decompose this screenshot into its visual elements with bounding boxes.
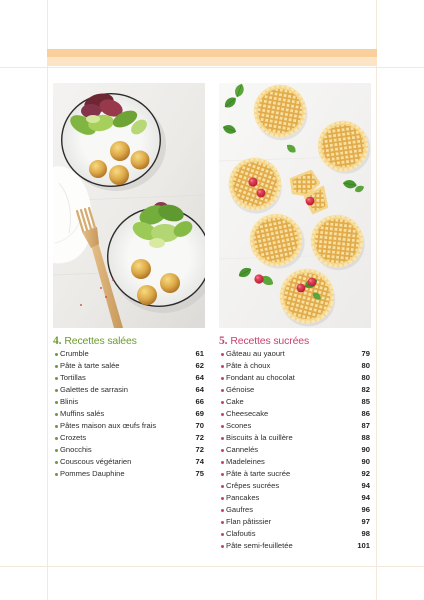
bullet-icon <box>55 425 58 428</box>
entry-title: Pommes Dauphine <box>60 469 125 478</box>
entry-title: Crêpes sucrées <box>226 481 280 490</box>
waffles-photo <box>219 83 371 328</box>
entry-page-number: 72 <box>195 433 204 442</box>
bullet-icon <box>55 401 58 404</box>
toc-entry <box>53 468 205 480</box>
toc-list <box>53 348 205 480</box>
bullet-icon <box>55 377 58 380</box>
entry-title: Cake <box>226 397 244 406</box>
entry-title: Cheesecake <box>226 409 269 418</box>
bullet-icon <box>221 497 224 500</box>
section-heading <box>53 335 205 348</box>
entry-title: Madeleines <box>226 457 265 466</box>
bullet-icon <box>55 437 58 440</box>
toc-entry <box>219 444 371 456</box>
toc-entry <box>219 420 371 432</box>
bullet-icon <box>55 473 58 476</box>
entry-page-number: 66 <box>195 397 204 406</box>
entry-title: Crozets <box>60 433 87 442</box>
toc-entry <box>219 396 371 408</box>
bullet-icon <box>221 449 224 452</box>
entry-page-number: 82 <box>361 385 370 394</box>
toc-list <box>219 348 371 552</box>
entry-title: Gaufres <box>226 505 254 514</box>
entry-title: Cannelés <box>226 445 259 454</box>
entry-title: Pâte semi-feuilletée <box>226 541 293 550</box>
entry-title: Flan pâtissier <box>226 517 272 526</box>
section-number: 5. <box>219 335 228 347</box>
entry-page-number: 80 <box>361 373 370 382</box>
entry-page-number: 79 <box>361 349 370 358</box>
toc-entry <box>219 372 371 384</box>
toc-entry <box>219 540 371 552</box>
entry-title: Clafoutis <box>226 529 256 538</box>
toc-entry <box>219 456 371 468</box>
entry-page-number: 86 <box>361 409 370 418</box>
entry-title: Pâte à tarte salée <box>60 361 120 370</box>
bullet-icon <box>221 545 224 548</box>
section-number: 4. <box>53 335 62 347</box>
entry-page-number: 61 <box>195 349 204 358</box>
entry-title: Pancakes <box>226 493 260 502</box>
bullet-icon <box>221 521 224 524</box>
entry-title: Muffins salés <box>60 409 105 418</box>
entry-title: Gâteau au yaourt <box>226 349 285 358</box>
savory-dishes-photo <box>53 83 205 328</box>
entry-page-number: 72 <box>195 445 204 454</box>
bullet-icon <box>55 389 58 392</box>
header-band-bottom <box>47 57 377 66</box>
toc-entry <box>53 372 205 384</box>
entry-title: Fondant au chocolat <box>226 373 295 382</box>
entry-title: Crumble <box>60 349 89 358</box>
entry-page-number: 62 <box>195 361 204 370</box>
entry-page-number: 101 <box>357 541 370 550</box>
entry-title: Blinis <box>60 397 79 406</box>
entry-page-number: 87 <box>361 421 370 430</box>
entry-page-number: 90 <box>361 457 370 466</box>
toc-entry <box>53 348 205 360</box>
entry-page-number: 69 <box>195 409 204 418</box>
toc-entry <box>219 492 371 504</box>
entry-page-number: 75 <box>195 469 204 478</box>
entry-title: Scones <box>226 421 252 430</box>
margin-guide-right <box>376 0 377 600</box>
header-band-top <box>47 49 377 57</box>
entry-page-number: 98 <box>361 529 370 538</box>
bullet-icon <box>221 425 224 428</box>
toc-entry <box>53 396 205 408</box>
entry-page-number: 85 <box>361 397 370 406</box>
toc-entry <box>53 420 205 432</box>
toc-section-savory <box>53 335 205 480</box>
bullet-icon <box>55 365 58 368</box>
bullet-icon <box>221 461 224 464</box>
toc-entry <box>53 444 205 456</box>
bullet-icon <box>221 509 224 512</box>
entry-page-number: 80 <box>361 361 370 370</box>
bullet-icon <box>221 437 224 440</box>
bullet-icon <box>55 413 58 416</box>
toc-entry <box>53 360 205 372</box>
toc-entry <box>219 528 371 540</box>
entry-title: Biscuits à la cuillère <box>226 433 293 442</box>
entry-page-number: 92 <box>361 469 370 478</box>
toc-entry <box>219 516 371 528</box>
bullet-icon <box>221 353 224 356</box>
bullet-icon <box>221 377 224 380</box>
entry-page-number: 70 <box>195 421 204 430</box>
margin-guide-left <box>47 0 48 600</box>
entry-title: Pâte à tarte sucrée <box>226 469 291 478</box>
bullet-icon <box>221 485 224 488</box>
bullet-icon <box>221 389 224 392</box>
bullet-icon <box>55 461 58 464</box>
bullet-icon <box>221 473 224 476</box>
toc-entry <box>219 480 371 492</box>
toc-entry <box>219 504 371 516</box>
entry-title: Pâte à choux <box>226 361 271 370</box>
toc-entry <box>53 456 205 468</box>
entry-page-number: 88 <box>361 433 370 442</box>
entry-page-number: 96 <box>361 505 370 514</box>
entry-page-number: 64 <box>195 373 204 382</box>
toc-entry <box>53 384 205 396</box>
toc-entry <box>219 468 371 480</box>
entry-title: Couscous végétarien <box>60 457 132 466</box>
section-title: Recettes sucrées <box>230 335 310 347</box>
bullet-icon <box>221 401 224 404</box>
toc-entry <box>219 348 371 360</box>
entry-page-number: 90 <box>361 445 370 454</box>
entry-title: Pâtes maison aux œufs frais <box>60 421 157 430</box>
section-heading <box>219 335 371 348</box>
entry-title: Galettes de sarrasin <box>60 385 128 394</box>
section-title: Recettes salées <box>64 335 137 347</box>
toc-entry <box>219 360 371 372</box>
toc-entry <box>219 384 371 396</box>
entry-title: Tortillas <box>60 373 86 382</box>
bullet-icon <box>221 533 224 536</box>
toc-entry <box>53 432 205 444</box>
bullet-icon <box>55 449 58 452</box>
header-guide-line <box>0 67 424 68</box>
bullet-icon <box>221 365 224 368</box>
bullet-icon <box>55 353 58 356</box>
entry-title: Gnocchis <box>60 445 92 454</box>
bullet-icon <box>221 413 224 416</box>
toc-entry <box>219 432 371 444</box>
toc-section-sweet <box>219 335 371 552</box>
entry-title: Génoise <box>226 385 255 394</box>
entry-page-number: 94 <box>361 481 370 490</box>
toc-entry <box>53 408 205 420</box>
entry-page-number: 64 <box>195 385 204 394</box>
entry-page-number: 74 <box>195 457 204 466</box>
entry-page-number: 94 <box>361 493 370 502</box>
footer-guide-line <box>0 566 424 567</box>
toc-entry <box>219 408 371 420</box>
entry-page-number: 97 <box>361 517 370 526</box>
